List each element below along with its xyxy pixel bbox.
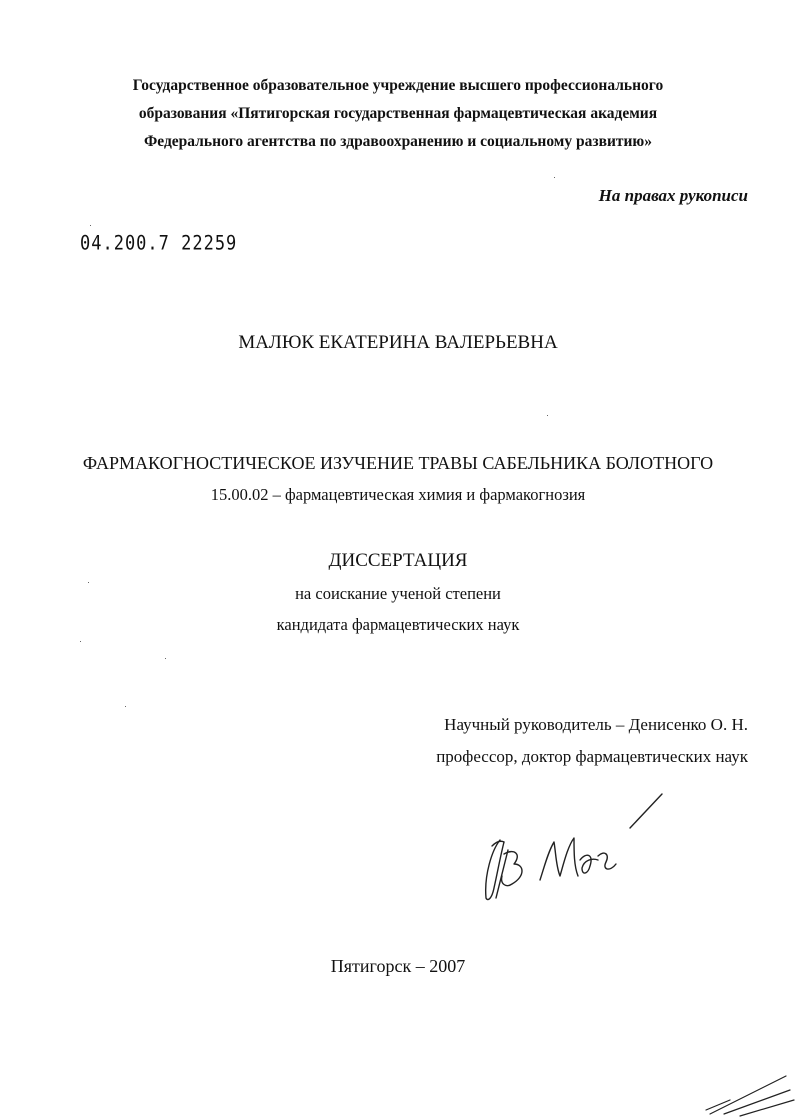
registration-stamp-number: 04.200.7 22259 xyxy=(80,232,238,255)
supervisor-name: Научный руководитель – Денисенко О. Н. xyxy=(444,715,748,734)
degree-line-2: кандидата фармацевтических наук xyxy=(276,615,520,634)
institution-header-line-2: образования «Пятигорская государственная фармацевтическая академия xyxy=(138,105,658,122)
scan-speck xyxy=(88,582,89,583)
scan-speck xyxy=(554,177,555,178)
author-name: МАЛЮК ЕКАТЕРИНА ВАЛЕРЬЕВНА xyxy=(238,332,558,353)
scan-speck xyxy=(90,225,91,226)
scan-speck xyxy=(547,415,548,416)
document-type: ДИССЕРТАЦИЯ xyxy=(328,550,468,571)
degree-line-1: на соискание ученой степени xyxy=(295,584,501,603)
corner-scan-mark xyxy=(700,1070,796,1117)
supervisor-title: профессор, доктор фармацевтических наук xyxy=(436,747,748,766)
handwritten-signature xyxy=(470,780,670,910)
institution-header-line-1: Государственное образовательное учреждение высшего профессионального xyxy=(132,77,664,94)
specialty-code: 15.00.02 – фармацевтическая химия и фармакогнозия xyxy=(210,485,586,504)
institution-header-line-3: Федерального агентства по здравоохранению и социальному развитию» xyxy=(143,133,653,150)
scan-speck xyxy=(125,706,126,707)
scan-speck xyxy=(80,641,81,642)
city-year: Пятигорск – 2007 xyxy=(330,956,466,976)
dissertation-title: ФАРМАКОГНОСТИЧЕСКОЕ ИЗУЧЕНИЕ ТРАВЫ САБЕЛЬНИКА БОЛОТНОГО xyxy=(82,453,714,473)
scan-speck xyxy=(165,658,166,659)
manuscript-rights-note: На правах рукописи xyxy=(598,186,748,205)
